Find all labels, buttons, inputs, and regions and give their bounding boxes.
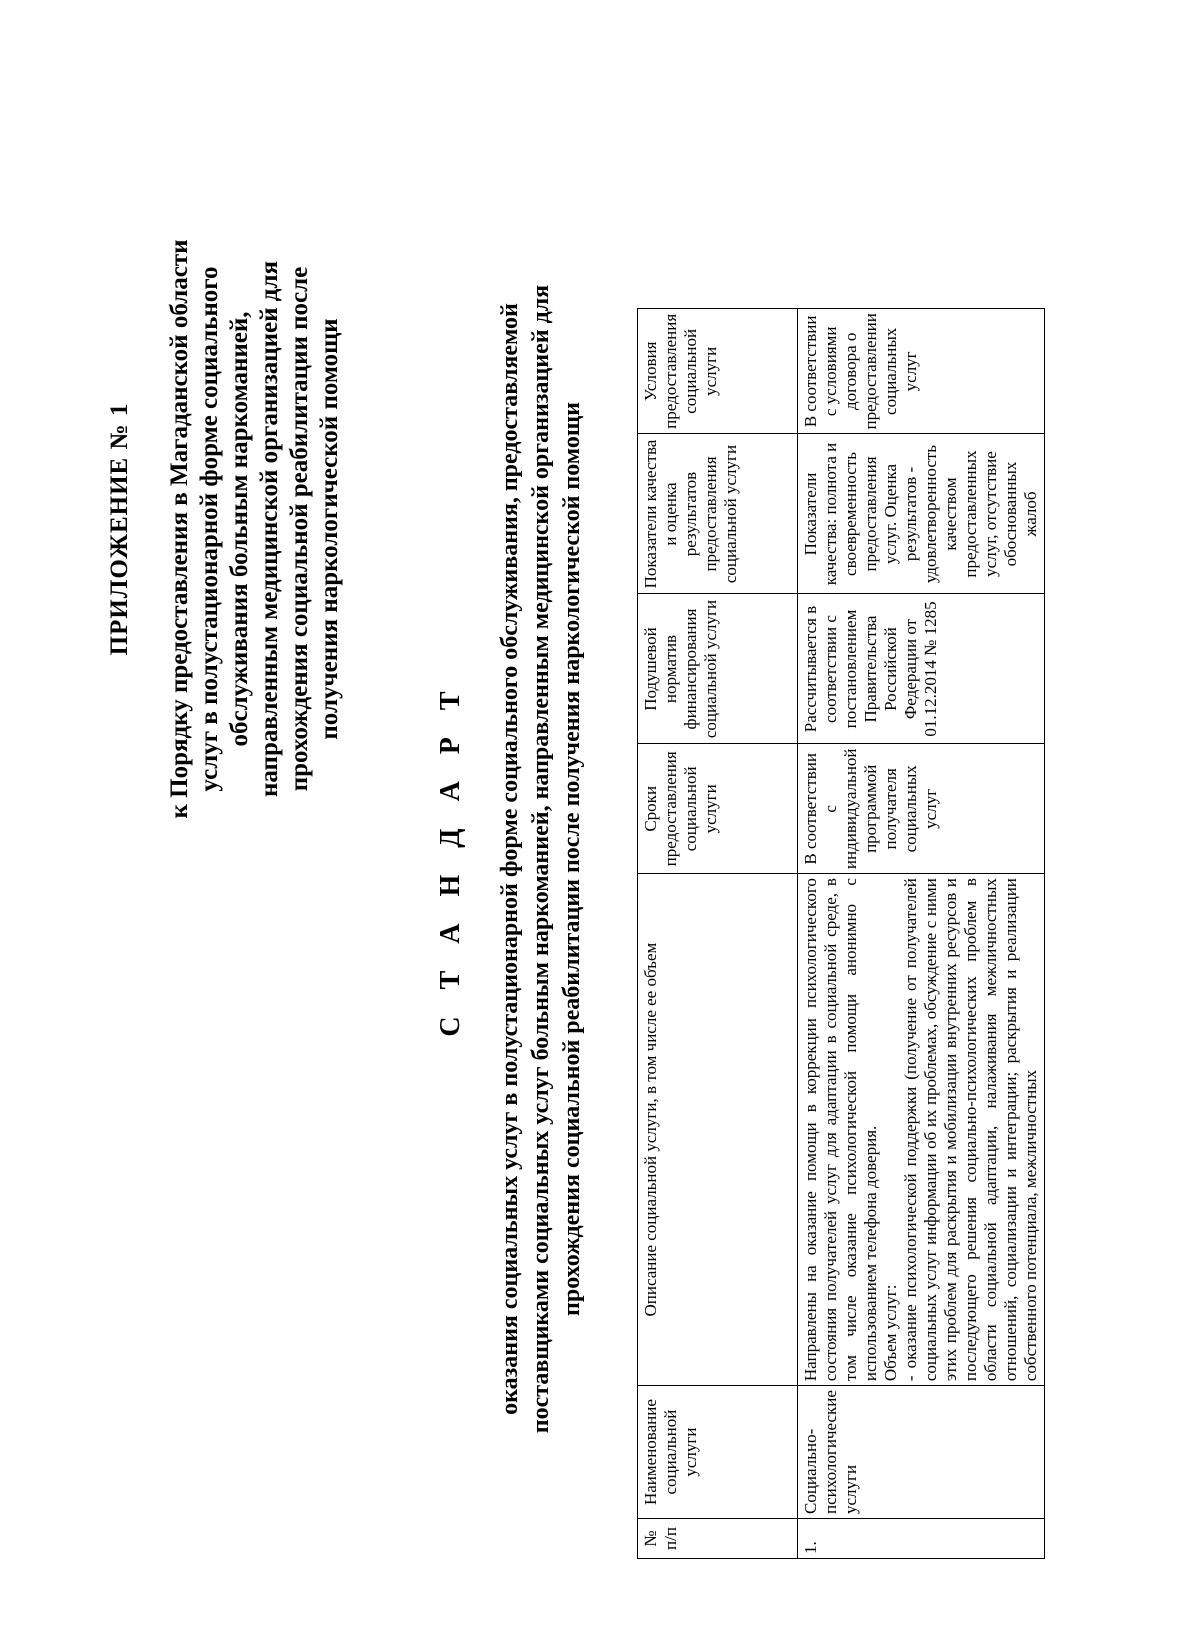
cell-norm: Рассчитывается в соответствии с постановлением Правительства Российской Федерации от 01.12.2014 № 1285 (798, 594, 1045, 744)
appendix-line: обслуживания больным наркоманией, (226, 311, 253, 747)
cell-indicators: Показатели качества: полнота и своевременность предоставления услуг. Оценка результатов - удовлетворенность качеством предоставленных услуг, отсутствие обоснованных жалоб (798, 434, 1045, 594)
header-name: Наименование социальной услуги (638, 1386, 798, 1519)
appendix-line: прохождения социальной реабилитации после (286, 266, 313, 792)
cell-name: Социально-психологические услуги (798, 1386, 1045, 1519)
standard-subtitle-line: прохождения социальной реабилитации после получения наркологической помощи (559, 402, 585, 1316)
appendix-line: к Порядку предоставления в Магаданской области (166, 239, 193, 819)
appendix-header (105, 89, 345, 969)
header-num: № п/п (638, 1519, 798, 1559)
appendix-line: услуг в полустационарной форме социального (196, 266, 223, 792)
description-item: - оказание психологической поддержки (получение от получателей социальных услуг информации об их проблемах, обсуждение с ними этих проблем для раскрытия и мобилизации внутренних ресурсов и последующего решения социально-психологических проблем в области социальной адаптации, налаживания межличностных отношений, социализации и интеграции; раскрытия и реализации собственного потенциала, межличностных (901, 878, 1040, 1382)
document-page (45, 49, 1155, 1609)
description-intro: Направлены на оказание помощи в коррекции психологического состояния получателей услуг для адаптации в социальной среде, в том числе оказание психологической помощи анонимно с использованием телефона доверия. (801, 878, 880, 1382)
standard-title: С Т А Н Д А Р Т (435, 681, 466, 1037)
table-row (798, 309, 1045, 1559)
table-header-row (638, 309, 798, 1559)
description-volume-label: Объем услуг: (881, 1284, 900, 1382)
standard-heading (435, 109, 588, 1609)
cell-num: 1. (798, 1519, 1045, 1559)
appendix-title: ПРИЛОЖЕНИЕ № 1 (106, 402, 133, 656)
cell-description (798, 874, 1045, 1386)
cell-term: В соответствии с индивидуальной программой получателя социальных услуг (798, 744, 1045, 874)
standard-table (637, 308, 1045, 1559)
appendix-line: получения наркологической помощи (316, 318, 343, 740)
appendix-line: направленным медицинской организацией для (256, 260, 283, 798)
header-conditions: Условия предоставления социальной услуги (638, 309, 798, 434)
header-norm: Подушевой норматив финансирования социальной услуги (638, 594, 798, 744)
standard-subtitle-line: оказания социальных услуг в полустационарной форме социального обслуживания, предоставляемой (497, 303, 523, 1415)
header-indicators: Показатели качества и оценка результатов предоставления социальной услуги (638, 434, 798, 594)
header-description: Описание социальной услуги, в том числе ее объем (638, 874, 798, 1386)
standard-subtitle-line: поставщиками социальных услуг больным наркоманией, направленным медицинской организацией для (528, 284, 554, 1434)
header-term: Сроки предоставления социальной услуги (638, 744, 798, 874)
cell-conditions: В соответствии с условиями договора о предоставлении социальных услуг (798, 309, 1045, 434)
